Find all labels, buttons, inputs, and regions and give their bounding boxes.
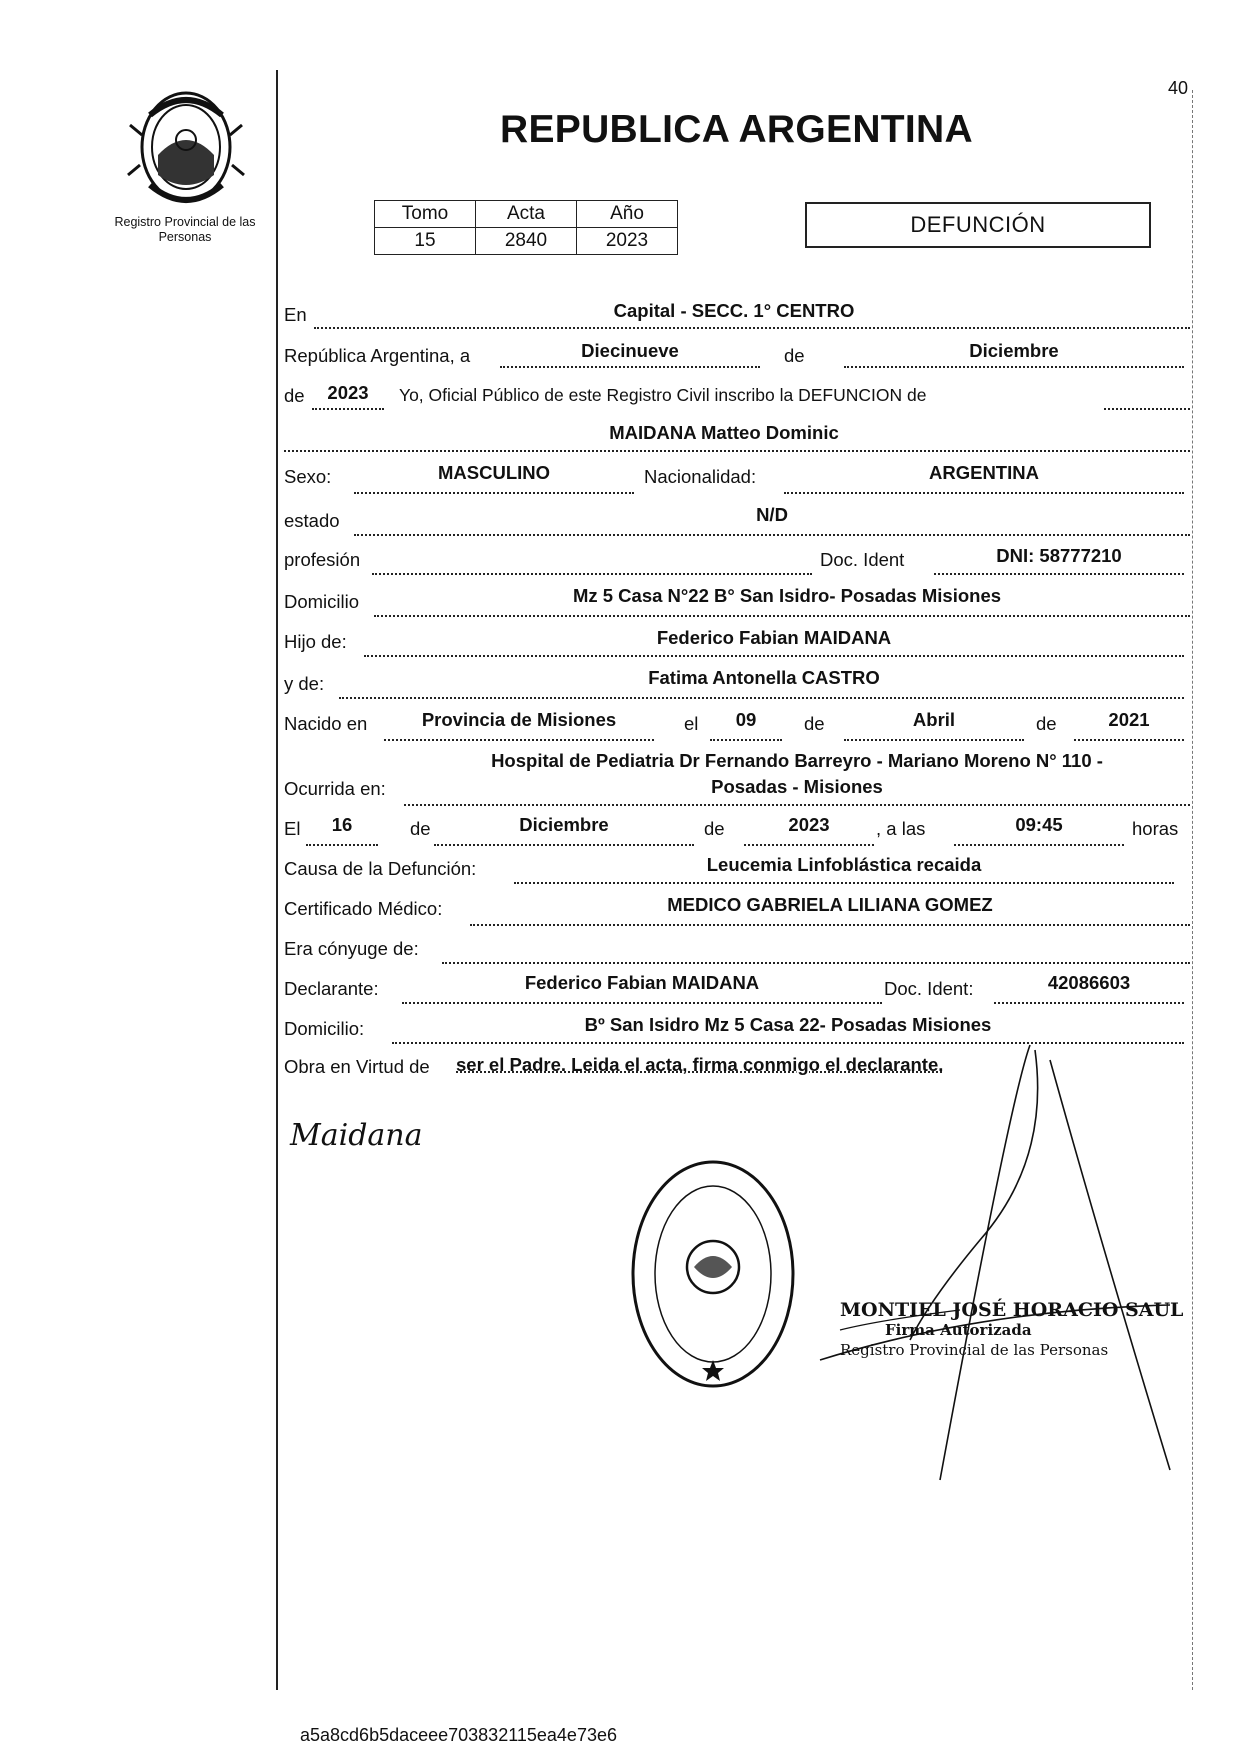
dotted-line	[374, 615, 1190, 617]
officer-role: Firma Autorizada	[885, 1321, 1032, 1339]
def-mes-value: Diciembre	[519, 814, 609, 835]
certificado-value: MEDICO GABRIELA LILIANA GOMEZ	[667, 894, 993, 915]
row-defuncion-fecha	[284, 812, 1190, 852]
lugar-value: Capital - SECC. 1° CENTRO	[613, 300, 855, 321]
def-anio-value: 2023	[788, 814, 830, 835]
dotted-line	[954, 844, 1124, 846]
registry-label: Registro Provincial de las Personas	[114, 215, 256, 244]
row-nombre	[284, 420, 1190, 456]
nacido-label: Nacido en	[284, 713, 368, 734]
dotted-line	[994, 1002, 1184, 1004]
doc-ident2-label: Doc. Ident:	[884, 978, 974, 999]
domicilio2-label: Domicilio:	[284, 1018, 365, 1039]
row-lugar	[284, 300, 1190, 336]
officer-name: MONTIEL JOSÉ HORACIO SAUL	[840, 1299, 1184, 1321]
profesion-label: profesión	[284, 549, 361, 570]
anio-value: 2023	[577, 228, 678, 255]
document-title: REPUBLICA ARGENTINA	[500, 108, 973, 151]
domicilio2-value: Bº San Isidro Mz 5 Casa 22- Posadas Misiones	[584, 1014, 992, 1035]
mes-value: Diciembre	[969, 340, 1059, 361]
sexo-value: MASCULINO	[437, 462, 551, 483]
padre-value: Federico Fabian MAIDANA	[656, 627, 892, 648]
doc-ident-label: Doc. Ident	[820, 549, 905, 570]
row-sexo	[284, 460, 1190, 500]
record-number-table	[374, 200, 678, 255]
dotted-line	[784, 492, 1184, 494]
nacido-lugar-value: Provincia de Misiones	[421, 709, 617, 730]
row-nacido	[284, 707, 1190, 747]
causa-label: Causa de la Defunción:	[284, 858, 477, 879]
dotted-line	[500, 366, 760, 368]
dotted-line	[744, 844, 874, 846]
nac-anio-value: 2021	[1108, 709, 1150, 730]
acta-header: Acta	[476, 201, 577, 228]
dotted-line	[934, 573, 1184, 575]
ocurrida-line2: Posadas - Misiones	[711, 776, 883, 797]
dotted-line	[314, 327, 1190, 329]
dotted-line	[1104, 408, 1190, 410]
madre-value: Fatima Antonella CASTRO	[648, 667, 880, 688]
doc-ident-value: DNI: 58777210	[996, 545, 1122, 566]
hijo-label: Hijo de:	[284, 631, 347, 652]
row-ocurrida	[284, 748, 1190, 808]
tomo-header: Tomo	[375, 201, 476, 228]
row-causa	[284, 852, 1190, 890]
dotted-line	[1074, 739, 1184, 741]
nacionalidad-value: ARGENTINA	[929, 462, 1039, 483]
row-y-de	[284, 665, 1190, 703]
dotted-line	[402, 1002, 882, 1004]
declarante-label: Declarante:	[284, 978, 379, 999]
sexo-label: Sexo:	[284, 466, 332, 487]
obra-label: Obra en Virtud de	[284, 1056, 430, 1077]
act-type-box: DEFUNCIÓN	[805, 202, 1151, 248]
officer-org: Registro Provincial de las Personas	[840, 1341, 1109, 1359]
officer-signature-scribble	[780, 1040, 1180, 1490]
dotted-line	[442, 962, 1190, 964]
doc-ident2-value: 42086603	[1047, 972, 1131, 993]
estado-value: N/D	[756, 504, 788, 525]
officer-signature-block	[840, 1300, 1183, 1360]
nac-dia-value: 09	[735, 709, 757, 730]
provincial-seal-logo	[120, 85, 252, 217]
dotted-line	[470, 924, 1190, 926]
en-label: En	[284, 304, 307, 325]
inscribe-text: Yo, Oficial Público de este Registro Civil inscribo la DEFUNCION de	[399, 385, 927, 405]
nacionalidad-label: Nacionalidad:	[644, 466, 757, 487]
document-hash: a5a8cd6b5daceee703832115ea4e73e6	[300, 1725, 617, 1745]
de-label: de	[784, 345, 805, 366]
dotted-line	[372, 573, 812, 575]
de-label: de	[1036, 713, 1057, 734]
row-conyuge	[284, 932, 1190, 970]
hora-value: 09:45	[1015, 814, 1063, 835]
horas-label: horas	[1132, 818, 1179, 839]
el-label: el	[684, 713, 699, 734]
conyuge-label: Era cónyuge de:	[284, 938, 419, 959]
dotted-line	[312, 408, 384, 410]
dotted-line	[364, 655, 1184, 657]
dotted-line	[306, 844, 378, 846]
de-label: de	[804, 713, 825, 734]
republica-label: República Argentina, a	[284, 345, 471, 366]
row-domicilio	[284, 583, 1190, 621]
dotted-line	[710, 739, 782, 741]
y-de-label: y de:	[284, 673, 325, 694]
dotted-line	[514, 882, 1174, 884]
de-label: de	[284, 385, 305, 406]
dotted-line	[404, 804, 1190, 806]
declarante-value: Federico Fabian MAIDANA	[524, 972, 760, 993]
row-profesion	[284, 543, 1190, 581]
acta-value: 2840	[476, 228, 577, 255]
anio-header: Año	[577, 201, 678, 228]
left-margin-line	[276, 70, 278, 1690]
def-dia-value: 16	[331, 814, 353, 835]
dotted-line	[844, 739, 1024, 741]
declarante-signature: Maidana	[290, 1118, 423, 1153]
dotted-line	[339, 697, 1184, 699]
row-estado	[284, 502, 1190, 540]
dotted-line	[284, 450, 1190, 452]
ocurrida-label: Ocurrida en:	[284, 778, 386, 799]
de-label: de	[704, 818, 725, 839]
page-number: 40	[1168, 78, 1189, 98]
el-label: El	[284, 818, 301, 839]
nac-mes-value: Abril	[912, 709, 956, 730]
certificado-label: Certificado Médico:	[284, 898, 443, 919]
ocurrida-line1: Hospital de Pediatria Dr Fernando Barreyro - Mariano Moreno N° 110 -	[491, 750, 1103, 771]
dia-value: Diecinueve	[581, 340, 679, 361]
causa-value: Leucemia Linfoblástica recaida	[706, 854, 982, 875]
dotted-line	[384, 739, 654, 741]
de-label: de	[410, 818, 431, 839]
row-declarante	[284, 970, 1190, 1010]
row-certificado	[284, 892, 1190, 930]
anio-acta-value: 2023	[327, 382, 369, 403]
right-margin-line	[1192, 90, 1193, 1690]
nombre-value: MAIDANA Matteo Dominic	[609, 422, 839, 443]
dotted-line	[354, 534, 1190, 536]
row-hijo	[284, 625, 1190, 663]
tomo-value: 15	[375, 228, 476, 255]
domicilio-label: Domicilio	[284, 591, 360, 612]
dotted-line	[844, 366, 1184, 368]
domicilio-value: Mz 5 Casa N°22 B° San Isidro- Posadas Misiones	[572, 585, 1002, 606]
dotted-line	[434, 844, 694, 846]
row-fecha	[284, 340, 1190, 376]
obra-value: ser el Padre. Leida el acta, firma conmigo el declarante.	[456, 1054, 944, 1075]
estado-label: estado	[284, 510, 340, 531]
a-las-label: , a las	[876, 818, 926, 839]
official-stamp	[628, 1155, 798, 1393]
dotted-line	[354, 492, 634, 494]
row-inscribe	[284, 380, 1190, 416]
